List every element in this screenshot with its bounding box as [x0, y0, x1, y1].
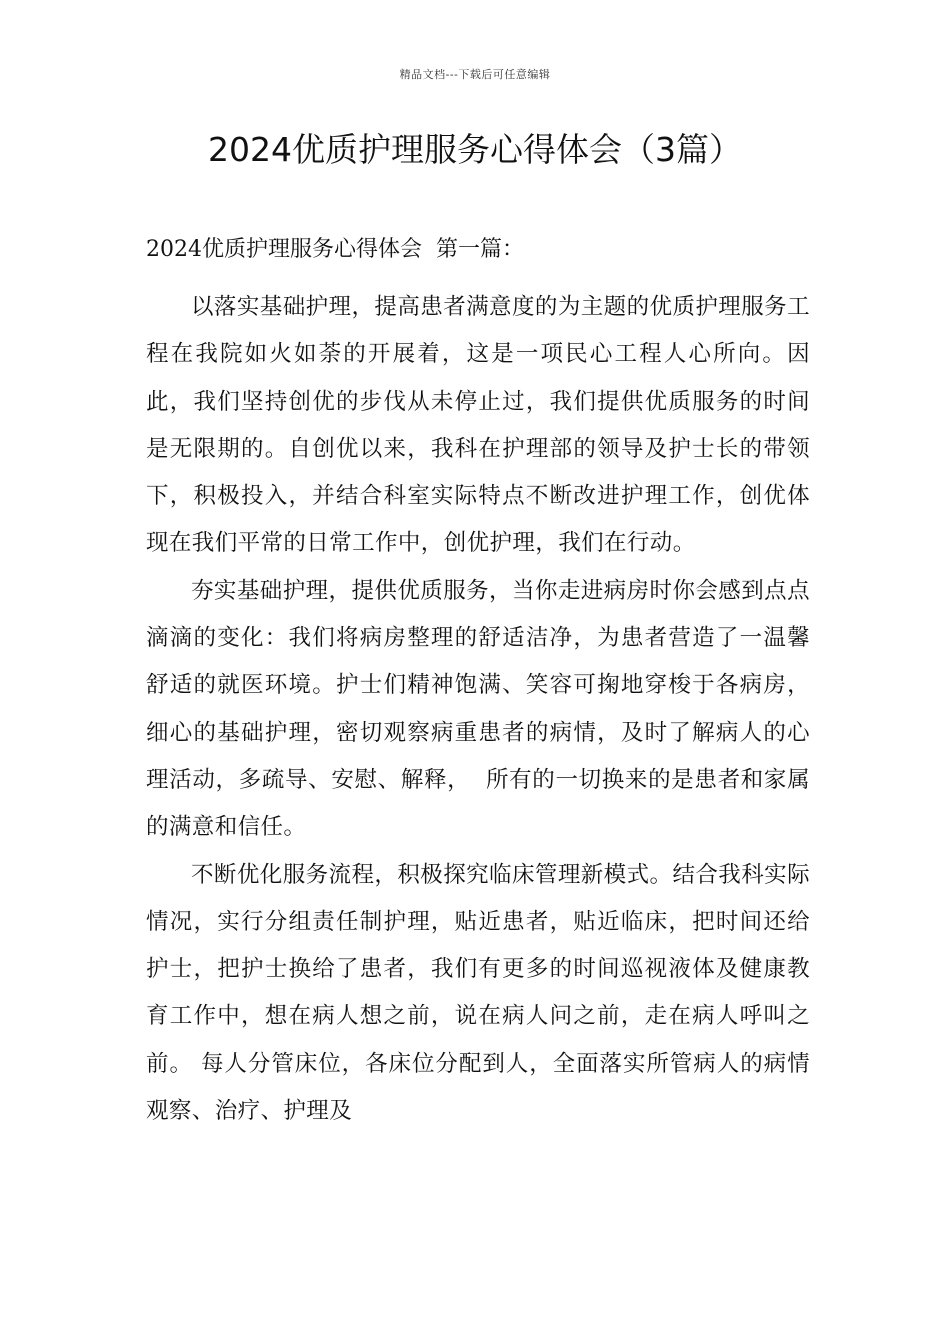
- paragraph-1: 以落实基础护理，提高患者满意度的为主题的优质护理服务工程在我院如火如荼的开展着，这是一项民心工程人心所向。因此，我们坚持创优的步伐从未停止过，我们提供优质服务的时间是无限期的。自创优以来，我科在护理部的领导及护士长的带领下，积极投入，并结合科室实际特点不断改进护理工作，创优体现在我们平常的日常工作中，创优护理，我们在行动。: [146, 294, 810, 557]
- header-note: 精品文档---下载后可任意编辑: [399, 68, 551, 81]
- document-title: 2024优质护理服务心得体会（3篇）: [208, 130, 742, 169]
- document-body: [146, 284, 810, 1135]
- paragraph-2: 夯实基础护理，提供优质服务，当你走进病房时你会感到点点滴滴的变化：我们将病房整理的舒适洁净，为患者营造了一温馨舒适的就医环境。护士们精神饱满、笑容可掬地穿梭于各病房，细心的基础护理，密切观察病重患者的病情，及时了解病人的心理活动，多疏导、安慰、解释， 所有的一切换来的是患者和家属的满意和信任。: [146, 577, 810, 841]
- paragraph-3: 不断优化服务流程，积极探究临床管理新模式。结合我科实际情况，实行分组责任制护理，贴近患者，贴近临床，把时间还给护士，把护士换给了患者，我们有更多的时间巡视液体及健康教育工作中，想在病人想之前，说在病人问之前，走在病人呼叫之前。 每人分管床位，各床位分配到人，全面落实所管病人的病情观察、治疗、护理及: [146, 861, 810, 1125]
- section-heading: 2024优质护理服务心得体会 第一篇：: [146, 237, 524, 262]
